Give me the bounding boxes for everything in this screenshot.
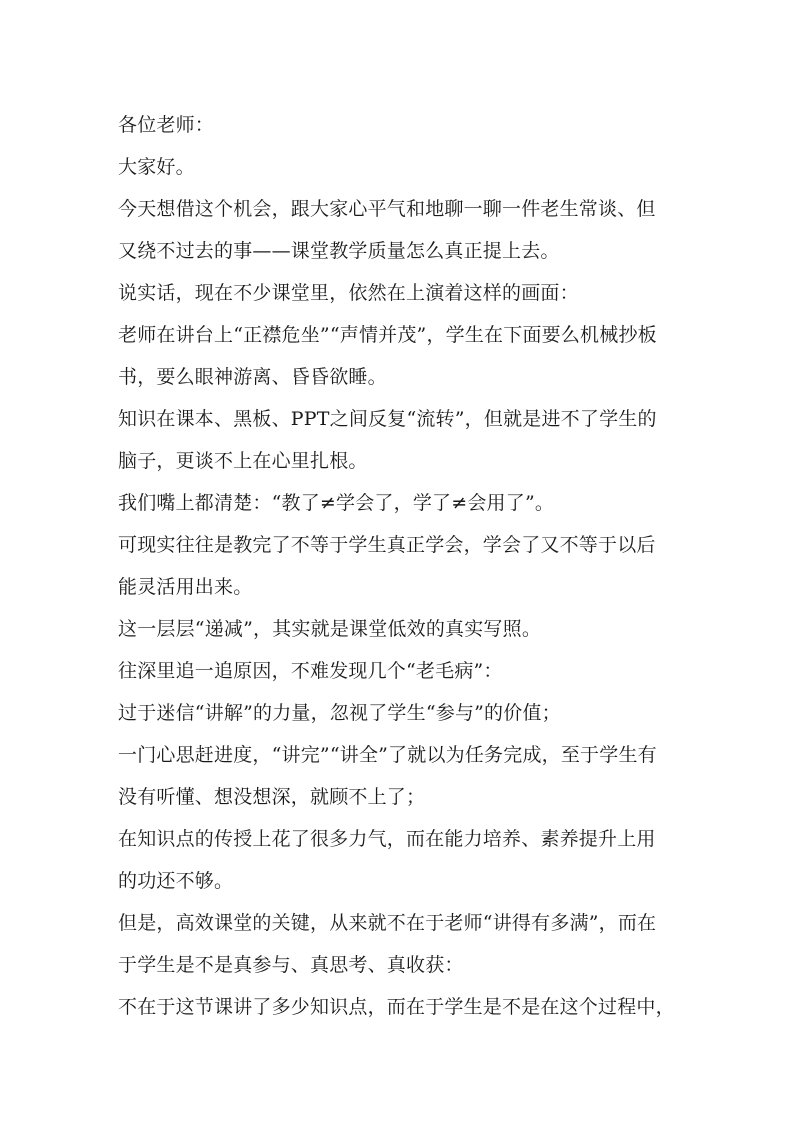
text-line: 过于迷信“讲解”的力量，忽视了学生“参与”的价值； <box>118 702 561 724</box>
text-line: 脑子，更谈不上在心里扎根。 <box>118 450 368 472</box>
text-line: 书，要么眼神游离、昏昏欲睡。 <box>118 366 387 388</box>
text-line: 一门心思赶进度，“讲完”“讲全”了就以为任务完成，至于学生有 <box>118 744 657 766</box>
text-line: 又绕不过去的事——课堂教学质量怎么真正提上去。 <box>118 240 560 262</box>
paragraph <box>118 692 688 734</box>
text-line: 不在于这节课讲了多少知识点，而在于学生是不是在这个过程中， <box>118 996 675 1018</box>
paragraph <box>118 188 688 272</box>
paragraph <box>118 734 688 818</box>
paragraph <box>118 524 688 608</box>
text-line: 的功还不够。 <box>118 870 234 892</box>
text-line: 在知识点的传授上花了很多力气，而在能力培养、素养提升上用 <box>118 828 656 850</box>
text-line: 知识在课本、黑板、PPT之间反复“流转”，但就是进不了学生的 <box>118 408 657 430</box>
text-line: 往深里追一追原因，不难发现几个“老毛病”： <box>118 660 503 682</box>
paragraph <box>118 146 688 188</box>
paragraph <box>118 608 688 650</box>
paragraph <box>118 818 688 902</box>
text-line: 我们嘴上都清楚：“教了≠学会了，学了≠会用了”。 <box>118 492 555 514</box>
paragraph <box>118 902 688 986</box>
paragraph <box>118 650 688 692</box>
text-line: 老师在讲台上“正襟危坐”“声情并茂”，学生在下面要么机械抄板 <box>118 324 657 346</box>
document-body <box>118 104 688 1028</box>
text-line: 但是，高效课堂的关键，从来就不在于老师“讲得有多满”，而在 <box>118 912 657 934</box>
text-line: 没有听懂、想没想深，就顾不上了； <box>118 786 426 808</box>
paragraph <box>118 398 688 482</box>
paragraph <box>118 272 688 314</box>
text-line: 说实话，现在不少课堂里，依然在上演着这样的画面： <box>118 282 579 304</box>
text-line: 今天想借这个机会，跟大家心平气和地聊一聊一件老生常谈、但 <box>118 198 656 220</box>
paragraph <box>118 986 688 1028</box>
text-line: 于学生是不是真参与、真思考、真收获： <box>118 954 464 976</box>
text-line: 各位老师： <box>118 114 215 136</box>
paragraph <box>118 104 688 146</box>
paragraph <box>118 314 688 398</box>
text-line: 能灵活用出来。 <box>118 576 253 598</box>
text-line: 可现实往往是教完了不等于学生真正学会，学会了又不等于以后 <box>118 534 656 556</box>
paragraph <box>118 482 688 524</box>
text-line: 这一层层“递减”，其实就是课堂低效的真实写照。 <box>118 618 542 640</box>
text-line: 大家好。 <box>118 156 195 178</box>
